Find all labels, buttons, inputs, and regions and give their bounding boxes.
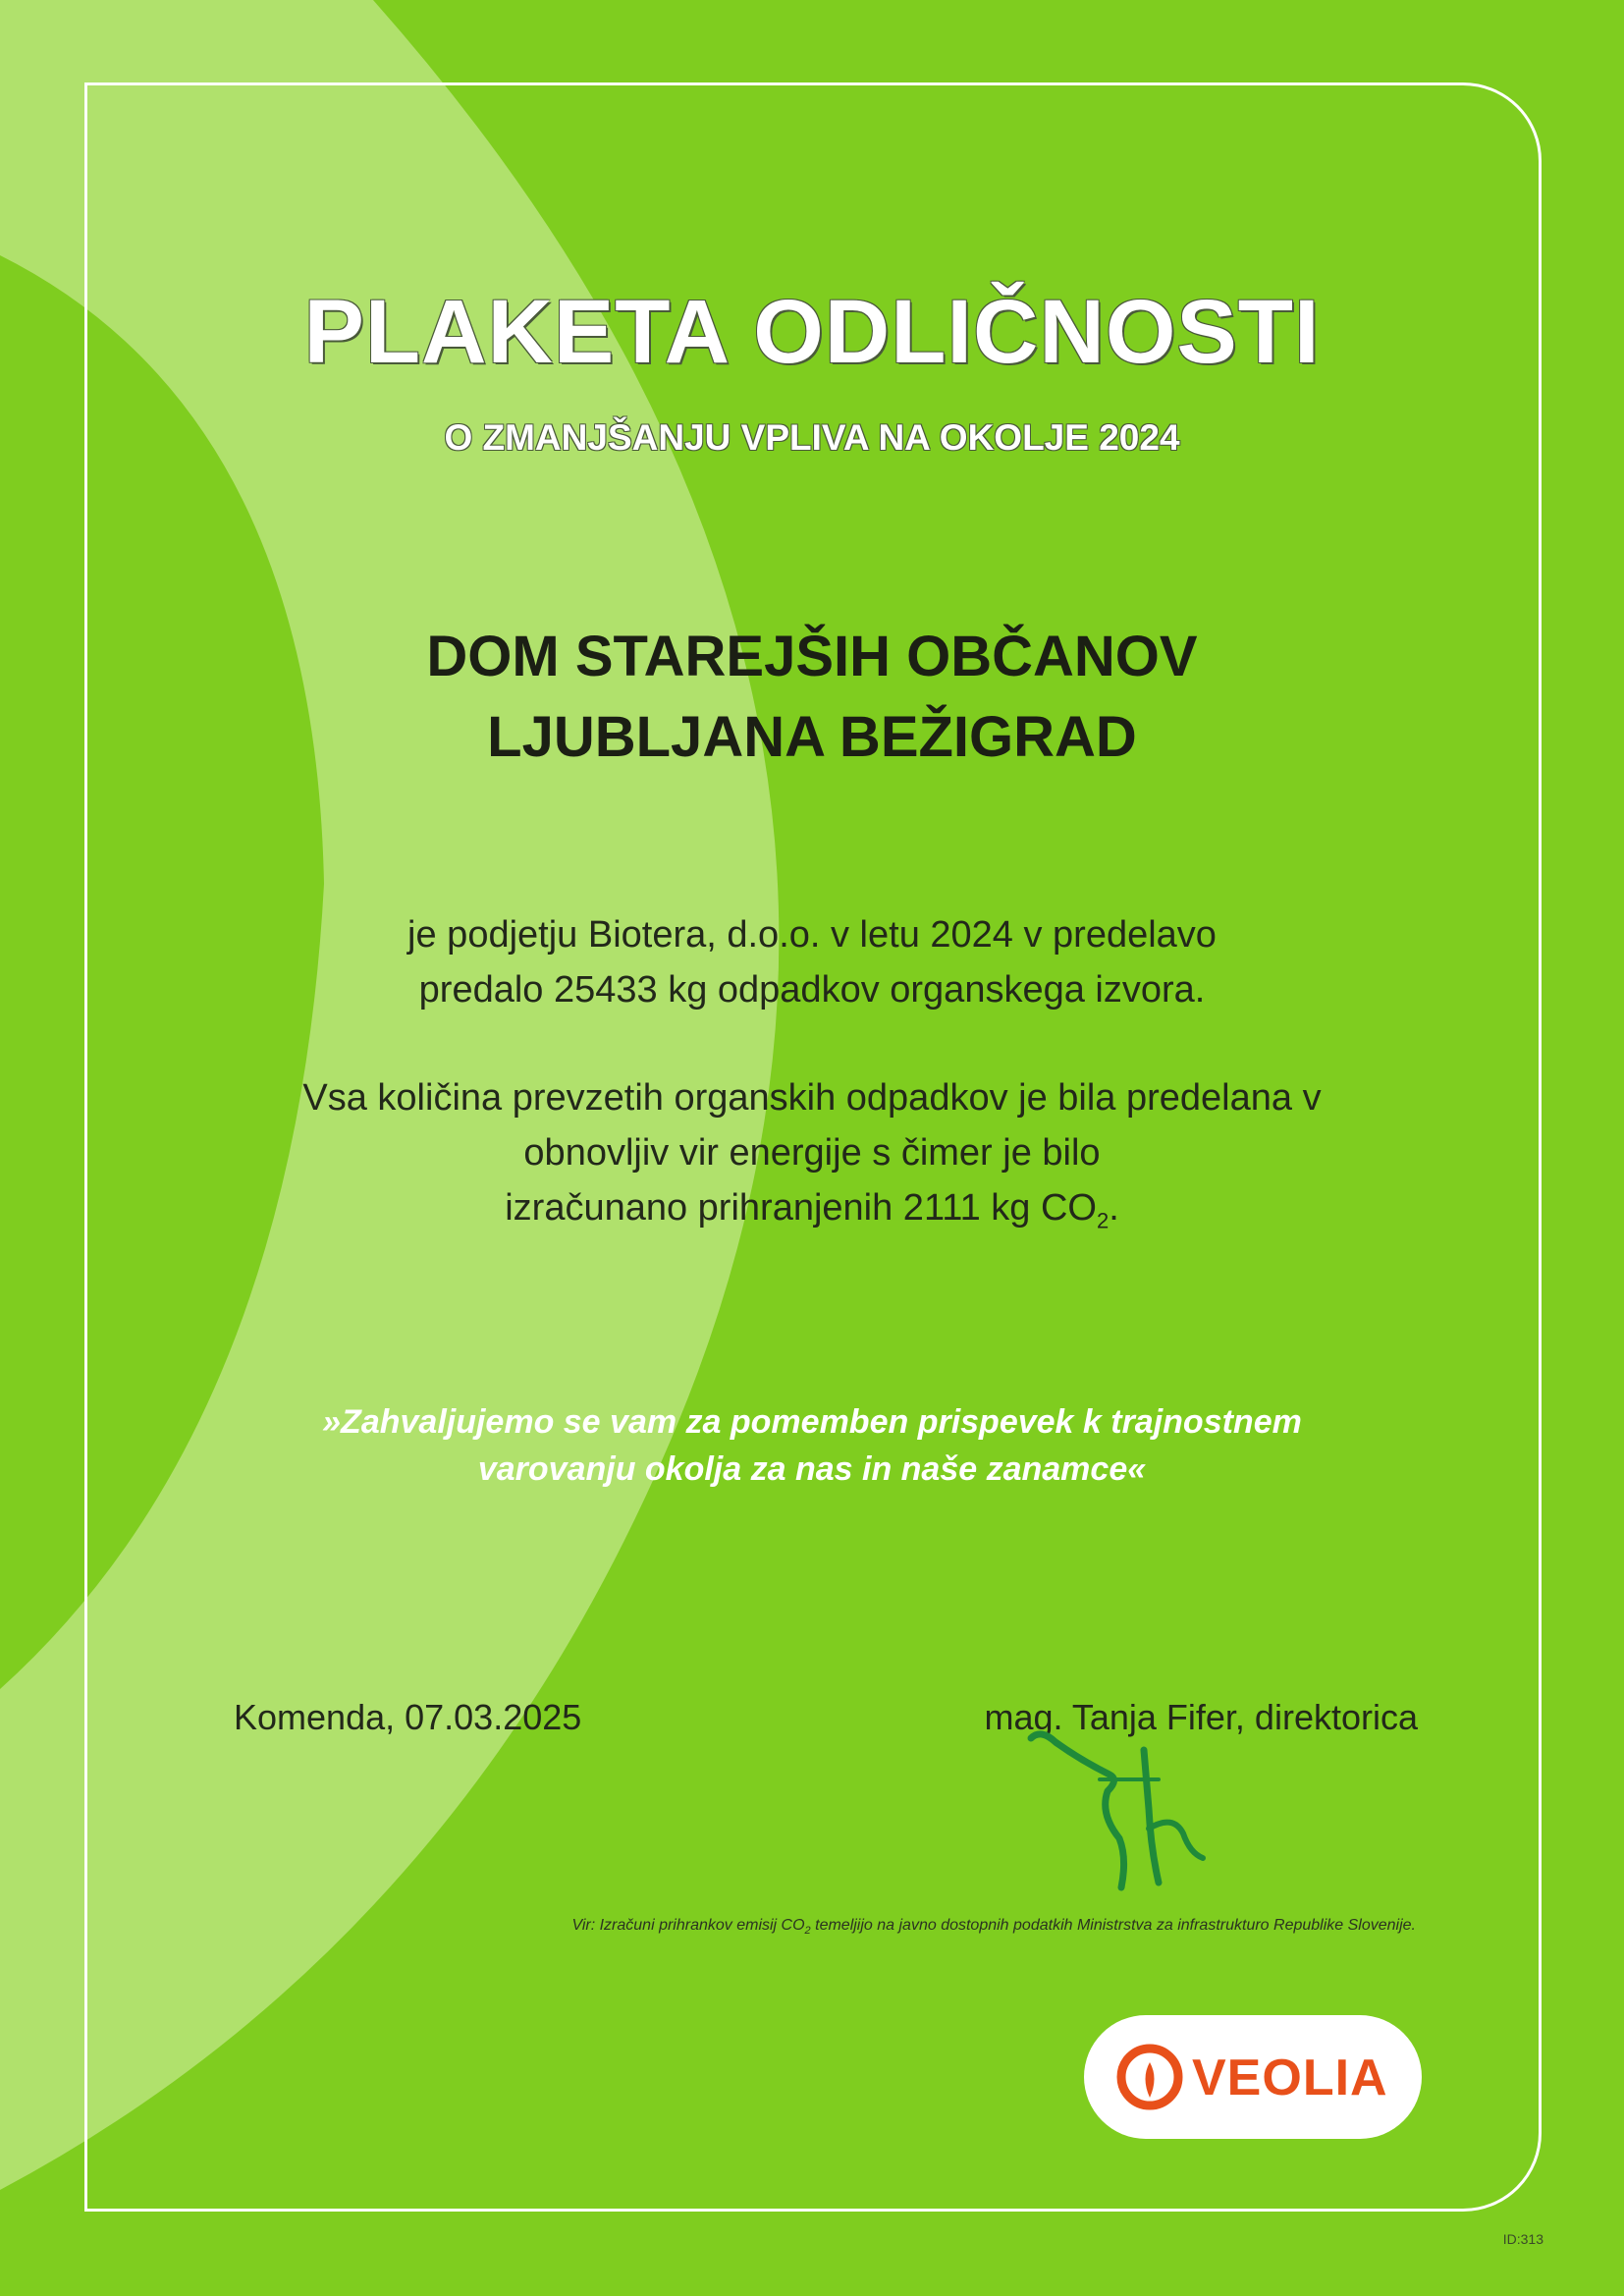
co2-subscript: 2 [1096, 1208, 1110, 1233]
certificate-subtitle: O ZMANJŠANJU VPLIVA NA OKOLJE 2024 [444, 417, 1180, 458]
certificate-body [0, 907, 1624, 1249]
body-line-co2 [0, 1180, 1624, 1249]
source-note-start: Vir: Izračuni prihrankov emisij CO [571, 1917, 805, 1934]
body-line: Vsa količina prevzetih organskih odpadkov je bila predelana v [302, 1077, 1322, 1119]
veolia-logo-icon [1115, 2043, 1184, 2111]
quote-line-1: »Zahvaljujemo se vam za pomemben prispevek k trajnostnem [322, 1403, 1302, 1441]
source-note [571, 1917, 1416, 1937]
source-note-end: temeljijo na javno dostopnih podatkih Ministrstva za infrastrukturo Republike Slovenije. [810, 1917, 1416, 1934]
quote-line-2: varovanju okolja za nas in naše zanamce« [477, 1450, 1147, 1488]
certificate-title: PLAKETA ODLIČNOSTI [303, 282, 1321, 382]
co2-text: izračunano prihranjenih 2111 kg CO [505, 1187, 1097, 1229]
thank-you-quote [0, 1398, 1624, 1493]
source-note-subscript: 2 [804, 1925, 811, 1938]
co2-period: . [1109, 1187, 1119, 1229]
recipient-name [0, 617, 1624, 778]
handwritten-signature [1011, 1721, 1227, 1907]
body-line: obnovljiv vir energije s čimer je bilo [523, 1132, 1101, 1174]
place-and-date: Komenda, 07.03.2025 [234, 1697, 582, 1737]
document-id: ID:313 [1502, 2231, 1543, 2247]
logo-text: VEOLIA [1192, 2050, 1388, 2106]
recipient-line-2: LJUBLJANA BEŽIGRAD [487, 705, 1137, 769]
body-line: predalo 25433 kg odpadkov organskega izvora. [418, 969, 1206, 1011]
body-line: je podjetju Biotera, d.o.o. v letu 2024 v predelavo [407, 914, 1217, 956]
recipient-line-1: DOM STAREJŠIH OBČANOV [426, 625, 1198, 688]
signer-name: mag. Tanja Fifer, direktorica [984, 1697, 1418, 1737]
veolia-logo [1084, 2015, 1422, 2139]
